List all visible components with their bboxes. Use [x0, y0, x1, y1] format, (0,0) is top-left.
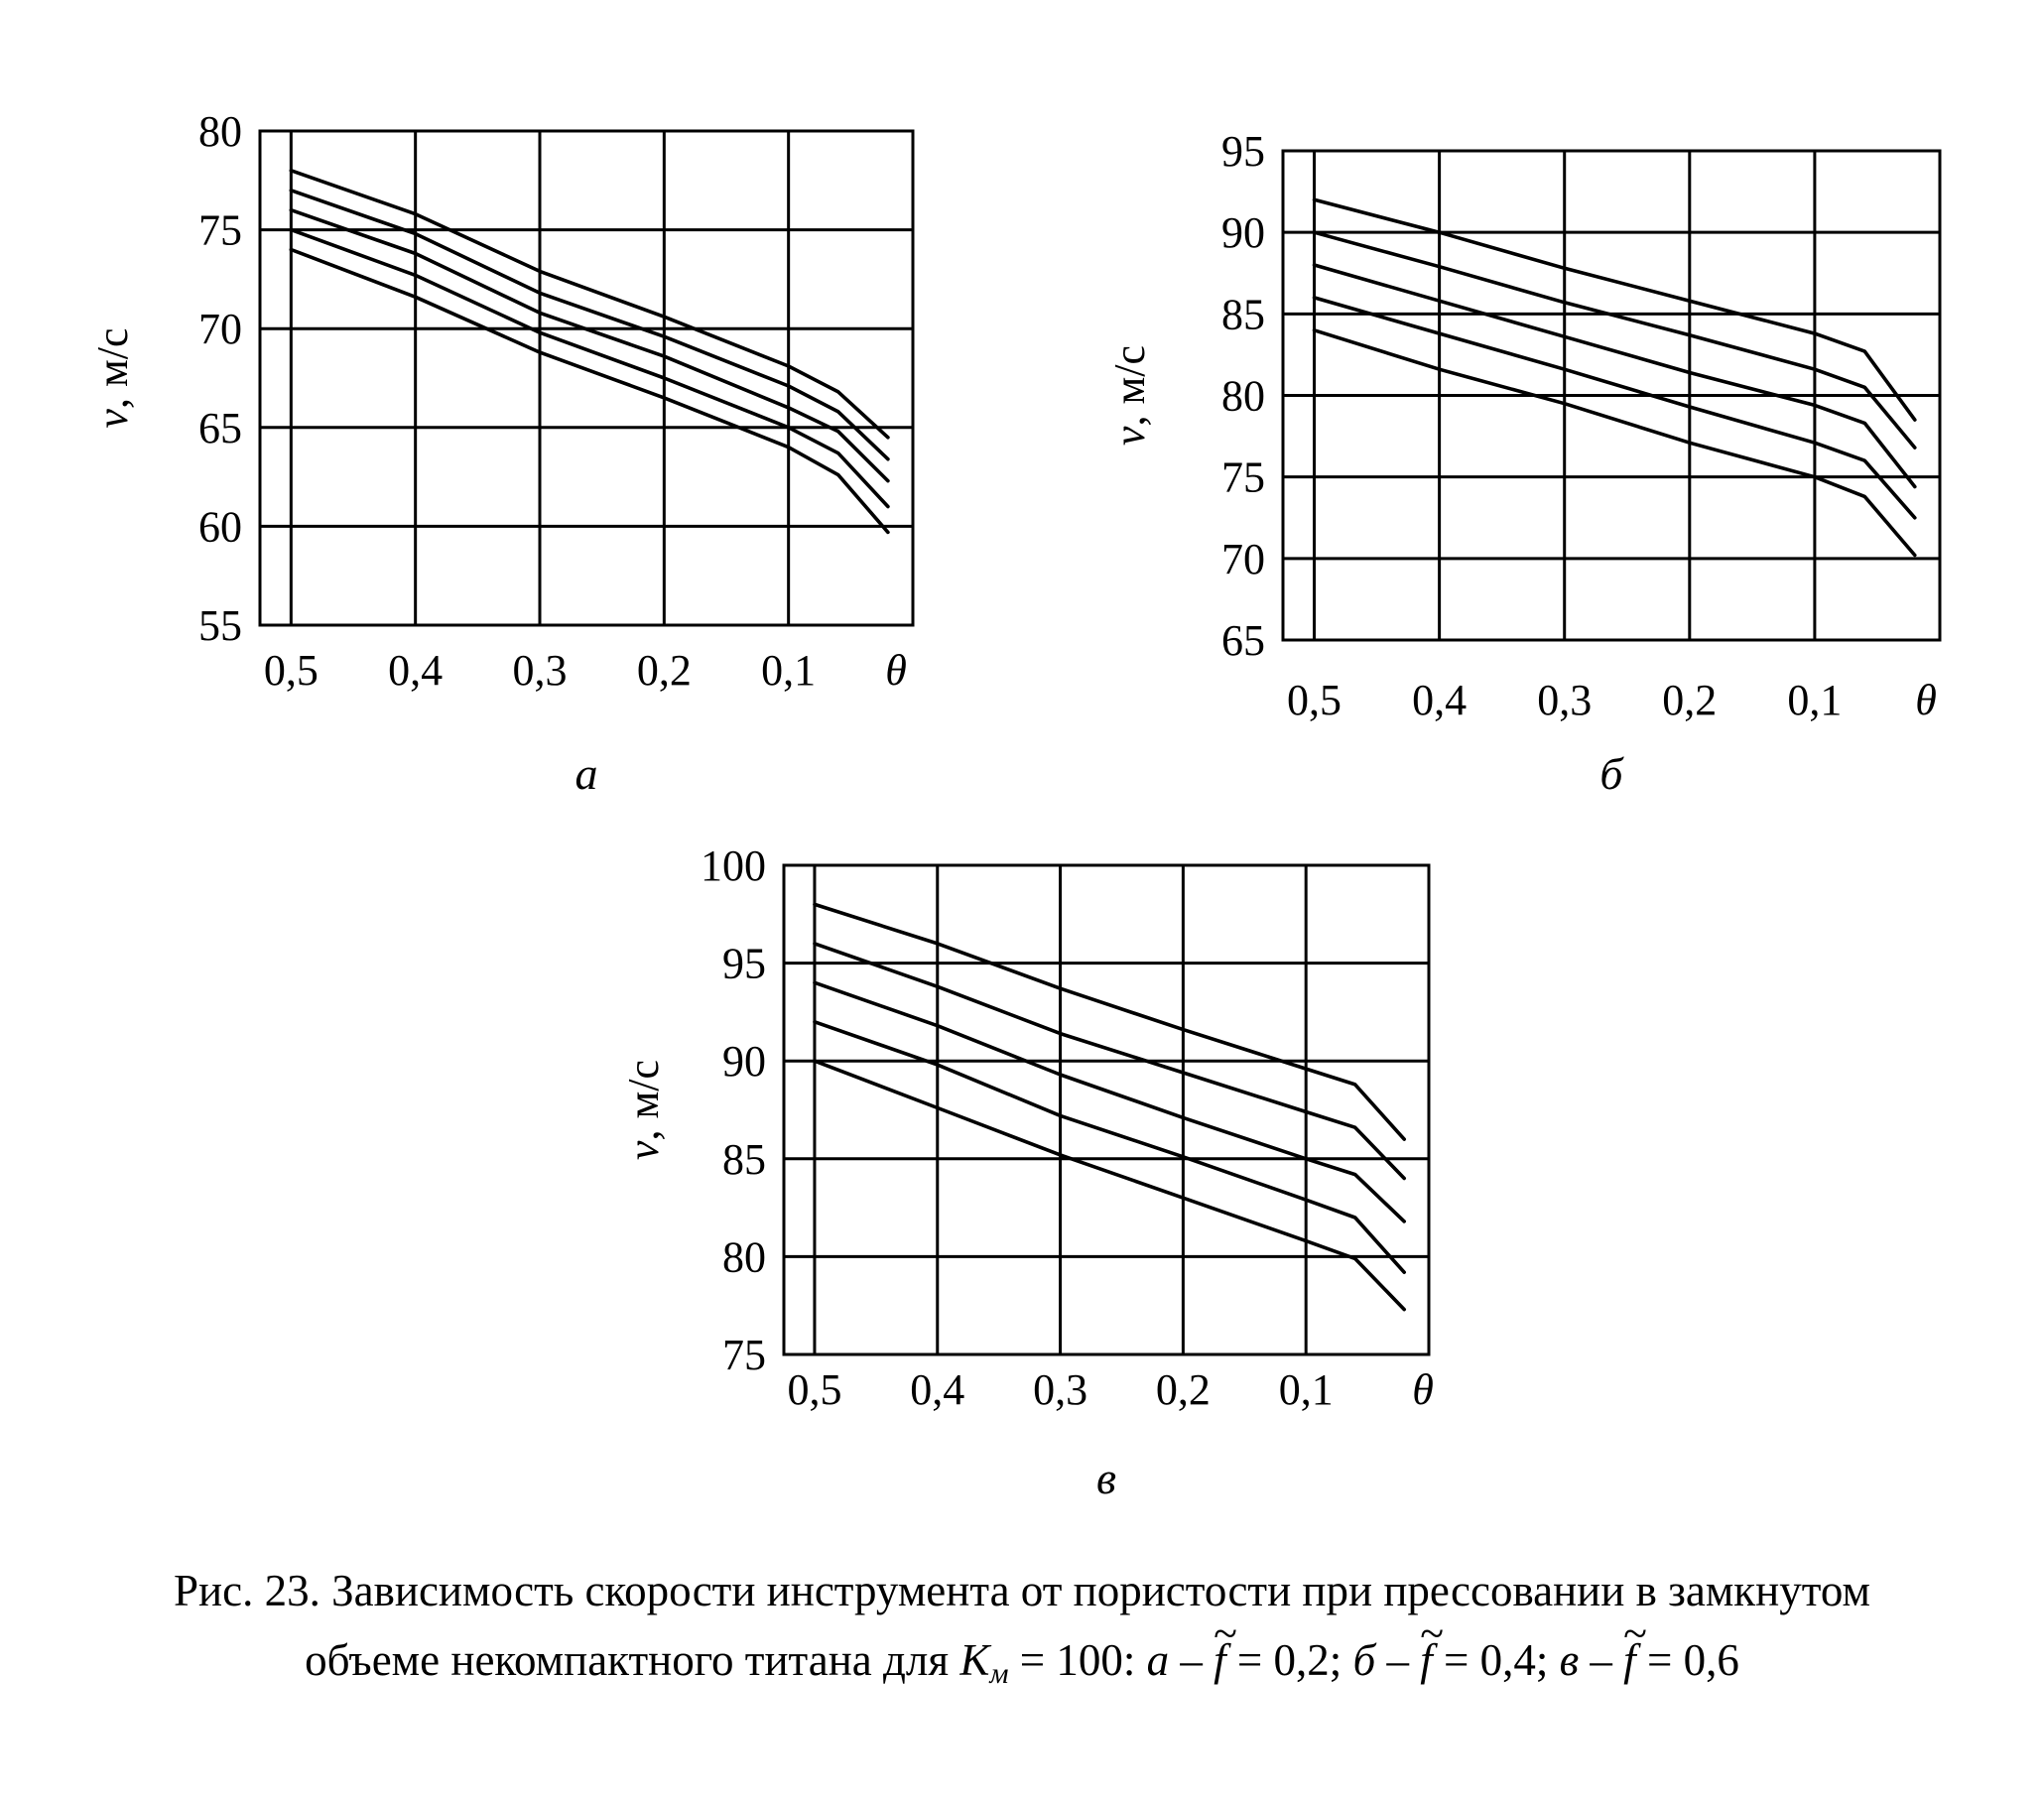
panel-c-y-tick-label: 100: [701, 841, 766, 890]
panel-c-series-3-line: [815, 982, 1404, 1221]
panel-b-y-tick-label: 85: [1221, 290, 1265, 339]
panel-a-x-axis-label: θ: [885, 646, 907, 695]
chart-panel-b: [1105, 127, 1940, 799]
panel-c-x-tick-label: 0,3: [1033, 1365, 1088, 1414]
chart-panel-a: [88, 107, 913, 799]
panel-c-series-4-line: [815, 1022, 1404, 1272]
caption-f-symbol-c: ~ f: [1623, 1625, 1636, 1695]
panel-a-x-tick-label: 0,4: [388, 646, 444, 695]
caption-f-symbol-a: ~ f: [1214, 1625, 1226, 1695]
caption-line-2: [0, 1625, 2044, 1709]
caption-item-b-label: б: [1352, 1635, 1376, 1685]
panel-b-x-tick-label: 0,3: [1537, 676, 1593, 724]
chart-panel-c: [619, 841, 1434, 1503]
panel-c-plot-frame: [784, 865, 1429, 1354]
caption-item-c-label: в: [1559, 1635, 1580, 1685]
panel-a-x-tick-label: 0,1: [761, 646, 817, 695]
panel-a-y-tick-label: 70: [198, 305, 242, 354]
caption-dash-b: –: [1375, 1635, 1421, 1685]
caption-item-a-value: = 0,2: [1225, 1635, 1330, 1685]
panel-b-x-tick-label: 0,4: [1412, 676, 1468, 724]
panel-c-x-axis-label: θ: [1412, 1365, 1434, 1414]
panel-c-y-axis-label: v, м/с: [619, 1059, 668, 1161]
panel-b-x-tick-label: 0,2: [1662, 676, 1718, 724]
caption-separator-a: ;: [1329, 1635, 1353, 1685]
panel-a-y-axis-label: v, м/с: [88, 327, 137, 429]
panel-b-y-axis-label: v, м/с: [1105, 344, 1154, 447]
caption-k-symbol: K: [959, 1635, 990, 1685]
caption-separator-b: ;: [1535, 1635, 1560, 1685]
caption-f-symbol-b: ~ f: [1420, 1625, 1433, 1695]
panel-a-series-3-line: [291, 210, 888, 481]
caption-dash-c: –: [1579, 1635, 1624, 1685]
panel-b-y-tick-label: 75: [1221, 452, 1265, 502]
panel-c-x-tick-label: 0,4: [910, 1365, 965, 1414]
panel-c-y-tick-label: 95: [722, 939, 766, 988]
panel-b-x-axis-label: θ: [1915, 676, 1937, 724]
figure-caption: [0, 1556, 2044, 1709]
caption-k-subscript: м: [989, 1657, 1009, 1690]
panel-c-series-1-line: [815, 904, 1404, 1139]
panel-b-y-tick-label: 65: [1221, 616, 1265, 665]
panel-a-y-tick-label: 65: [198, 403, 242, 452]
panel-b-series-3-line: [1315, 265, 1915, 487]
panel-a-y-tick-label: 60: [198, 502, 242, 552]
panel-c-x-tick-label: 0,2: [1155, 1365, 1211, 1414]
panel-a-series-1-line: [291, 171, 888, 438]
panel-b-y-tick-label: 70: [1221, 534, 1265, 583]
panel-a-letter-label: а: [575, 748, 598, 799]
panel-c-x-tick-label: 0,5: [787, 1365, 842, 1414]
panel-b-x-tick-label: 0,1: [1787, 676, 1843, 724]
caption-item-c-value: = 0,6: [1635, 1635, 1739, 1685]
panel-a-x-tick-label: 0,5: [263, 646, 319, 695]
panel-c-letter-label: в: [1096, 1453, 1116, 1503]
panel-b-y-tick-label: 80: [1221, 371, 1265, 421]
panel-a-y-tick-label: 75: [198, 205, 242, 255]
panel-b-series-2-line: [1315, 232, 1915, 448]
caption-dash-a: –: [1169, 1635, 1214, 1685]
panel-b-y-tick-label: 95: [1221, 127, 1265, 176]
panel-a-y-tick-label: 55: [198, 601, 242, 650]
panel-c-series-5-line: [815, 1061, 1404, 1309]
panel-a-series-4-line: [291, 230, 888, 507]
caption-item-a-label: а: [1146, 1635, 1170, 1685]
panel-a-x-tick-label: 0,3: [512, 646, 568, 695]
panel-b-y-tick-label: 90: [1221, 208, 1265, 258]
panel-c-x-tick-label: 0,1: [1278, 1365, 1334, 1414]
panel-c-y-tick-label: 90: [722, 1037, 766, 1087]
panel-b-series-5-line: [1315, 330, 1915, 556]
panel-c-y-tick-label: 85: [722, 1134, 766, 1184]
panel-c-y-tick-label: 75: [722, 1331, 766, 1379]
caption-k-value: = 100:: [1008, 1635, 1147, 1685]
caption-line-1: Рис. 23. Зависимость скорости инструмента от пористости при прессовании в замкнутом: [174, 1566, 1870, 1615]
panel-a-y-tick-label: 80: [198, 107, 242, 156]
caption-line-2-start: объеме некомпактного титана для: [305, 1635, 960, 1685]
panel-a-x-tick-label: 0,2: [636, 646, 692, 695]
panel-b-x-tick-label: 0,5: [1287, 676, 1342, 724]
panel-c-y-tick-label: 80: [722, 1232, 766, 1282]
panel-b-letter-label: б: [1599, 748, 1623, 799]
caption-item-b-value: = 0,4: [1432, 1635, 1536, 1685]
